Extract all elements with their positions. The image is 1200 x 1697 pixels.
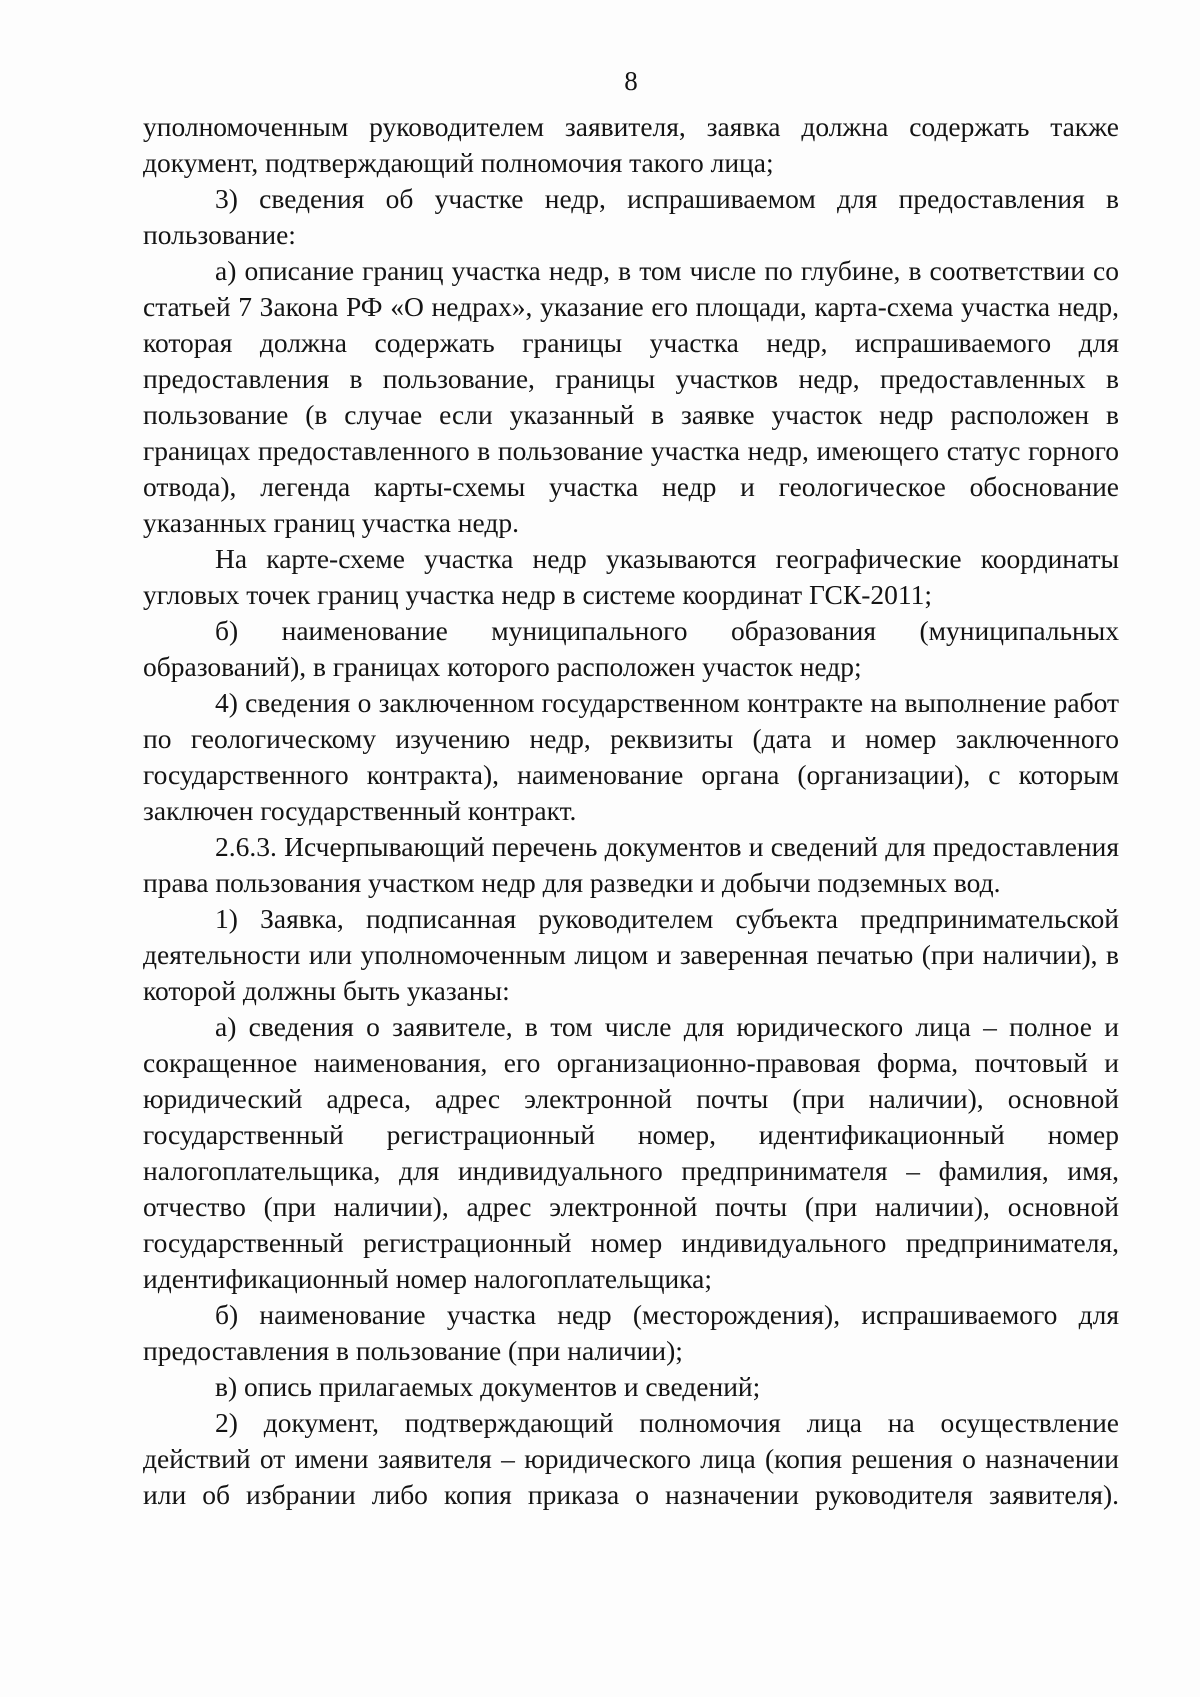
paragraph-item-1c: в) опись прилагаемых документов и сведений;: [215, 1371, 761, 1402]
paragraph-item-2: 2) документ, подтверждающий полномочия лица на осуществление действий от имени заявителя – юридического лица (копия решения о назначении или об избрании либо копия приказа о назначении руководителя заявителя).: [143, 1407, 1119, 1510]
paragraph-item-1b: б) наименование участка недр (месторождения), испрашиваемого для предоставления в пользование (при наличии);: [143, 1299, 1119, 1366]
paragraph-item-3: 3) сведения об участке недр, испрашиваемом для предоставления в пользование:: [143, 183, 1119, 250]
paragraph-item-1a: а) сведения о заявителе, в том числе для юридического лица – полное и сокращенное наименования, его организационно-правовая форма, почтовый и юридический адреса, адрес электронной почты (при наличии), основной государственный регистрационный номер, идентификационный номер налогоплательщика, для индивидуального предпринимателя – фамилия, имя, отчество (при наличии), адрес электронной почты (при наличии), основной государственный регистрационный номер индивидуального предпринимателя, идентификационный номер налогоплательщика;: [143, 1011, 1119, 1294]
paragraph-continuation: уполномоченным руководителем заявителя, заявка должна содержать также документ, подтверждающий полномочия такого лица;: [143, 111, 1119, 178]
paragraph-item-1: 1) Заявка, подписанная руководителем субъекта предпринимательской деятельности или уполномоченным лицом и заверенная печатью (при наличии), в которой должны быть указаны:: [143, 903, 1119, 1006]
paragraph-item-3a: а) описание границ участка недр, в том числе по глубине, в соответствии со статьей 7 Закона РФ «О недрах», указание его площади, карта-схема участка недр, которая должна содержать границы участка недр, испрашиваемого для предоставления в пользование, границы участков недр, предоставленных в пользование (в случае если указанный в заявке участок недр расположен в границах предоставленного в пользование участка недр, имеющего статус горного отвода), легенда карты-схемы участка недр и геологическое обоснование указанных границ участка недр.: [143, 255, 1119, 538]
document-body: [143, 109, 1119, 1513]
page-number: 8: [624, 66, 638, 96]
paragraph-item-4: 4) сведения о заключенном государственном контракте на выполнение работ по геологическому изучению недр, реквизиты (дата и номер заключенного государственного контракта), наименование органа (организации), с которым заключен государственный контракт.: [143, 687, 1119, 826]
paragraph-map-coordinates: На карте-схеме участка недр указываются географические координаты угловых точек границ участка недр в системе координат ГСК-2011;: [143, 543, 1119, 610]
paragraph-section-2-6-3: 2.6.3. Исчерпывающий перечень документов и сведений для предоставления права пользования участком недр для разведки и добычи подземных вод.: [143, 831, 1119, 898]
paragraph-item-3b: б) наименование муниципального образования (муниципальных образований), в границах которого расположен участок недр;: [143, 615, 1119, 682]
